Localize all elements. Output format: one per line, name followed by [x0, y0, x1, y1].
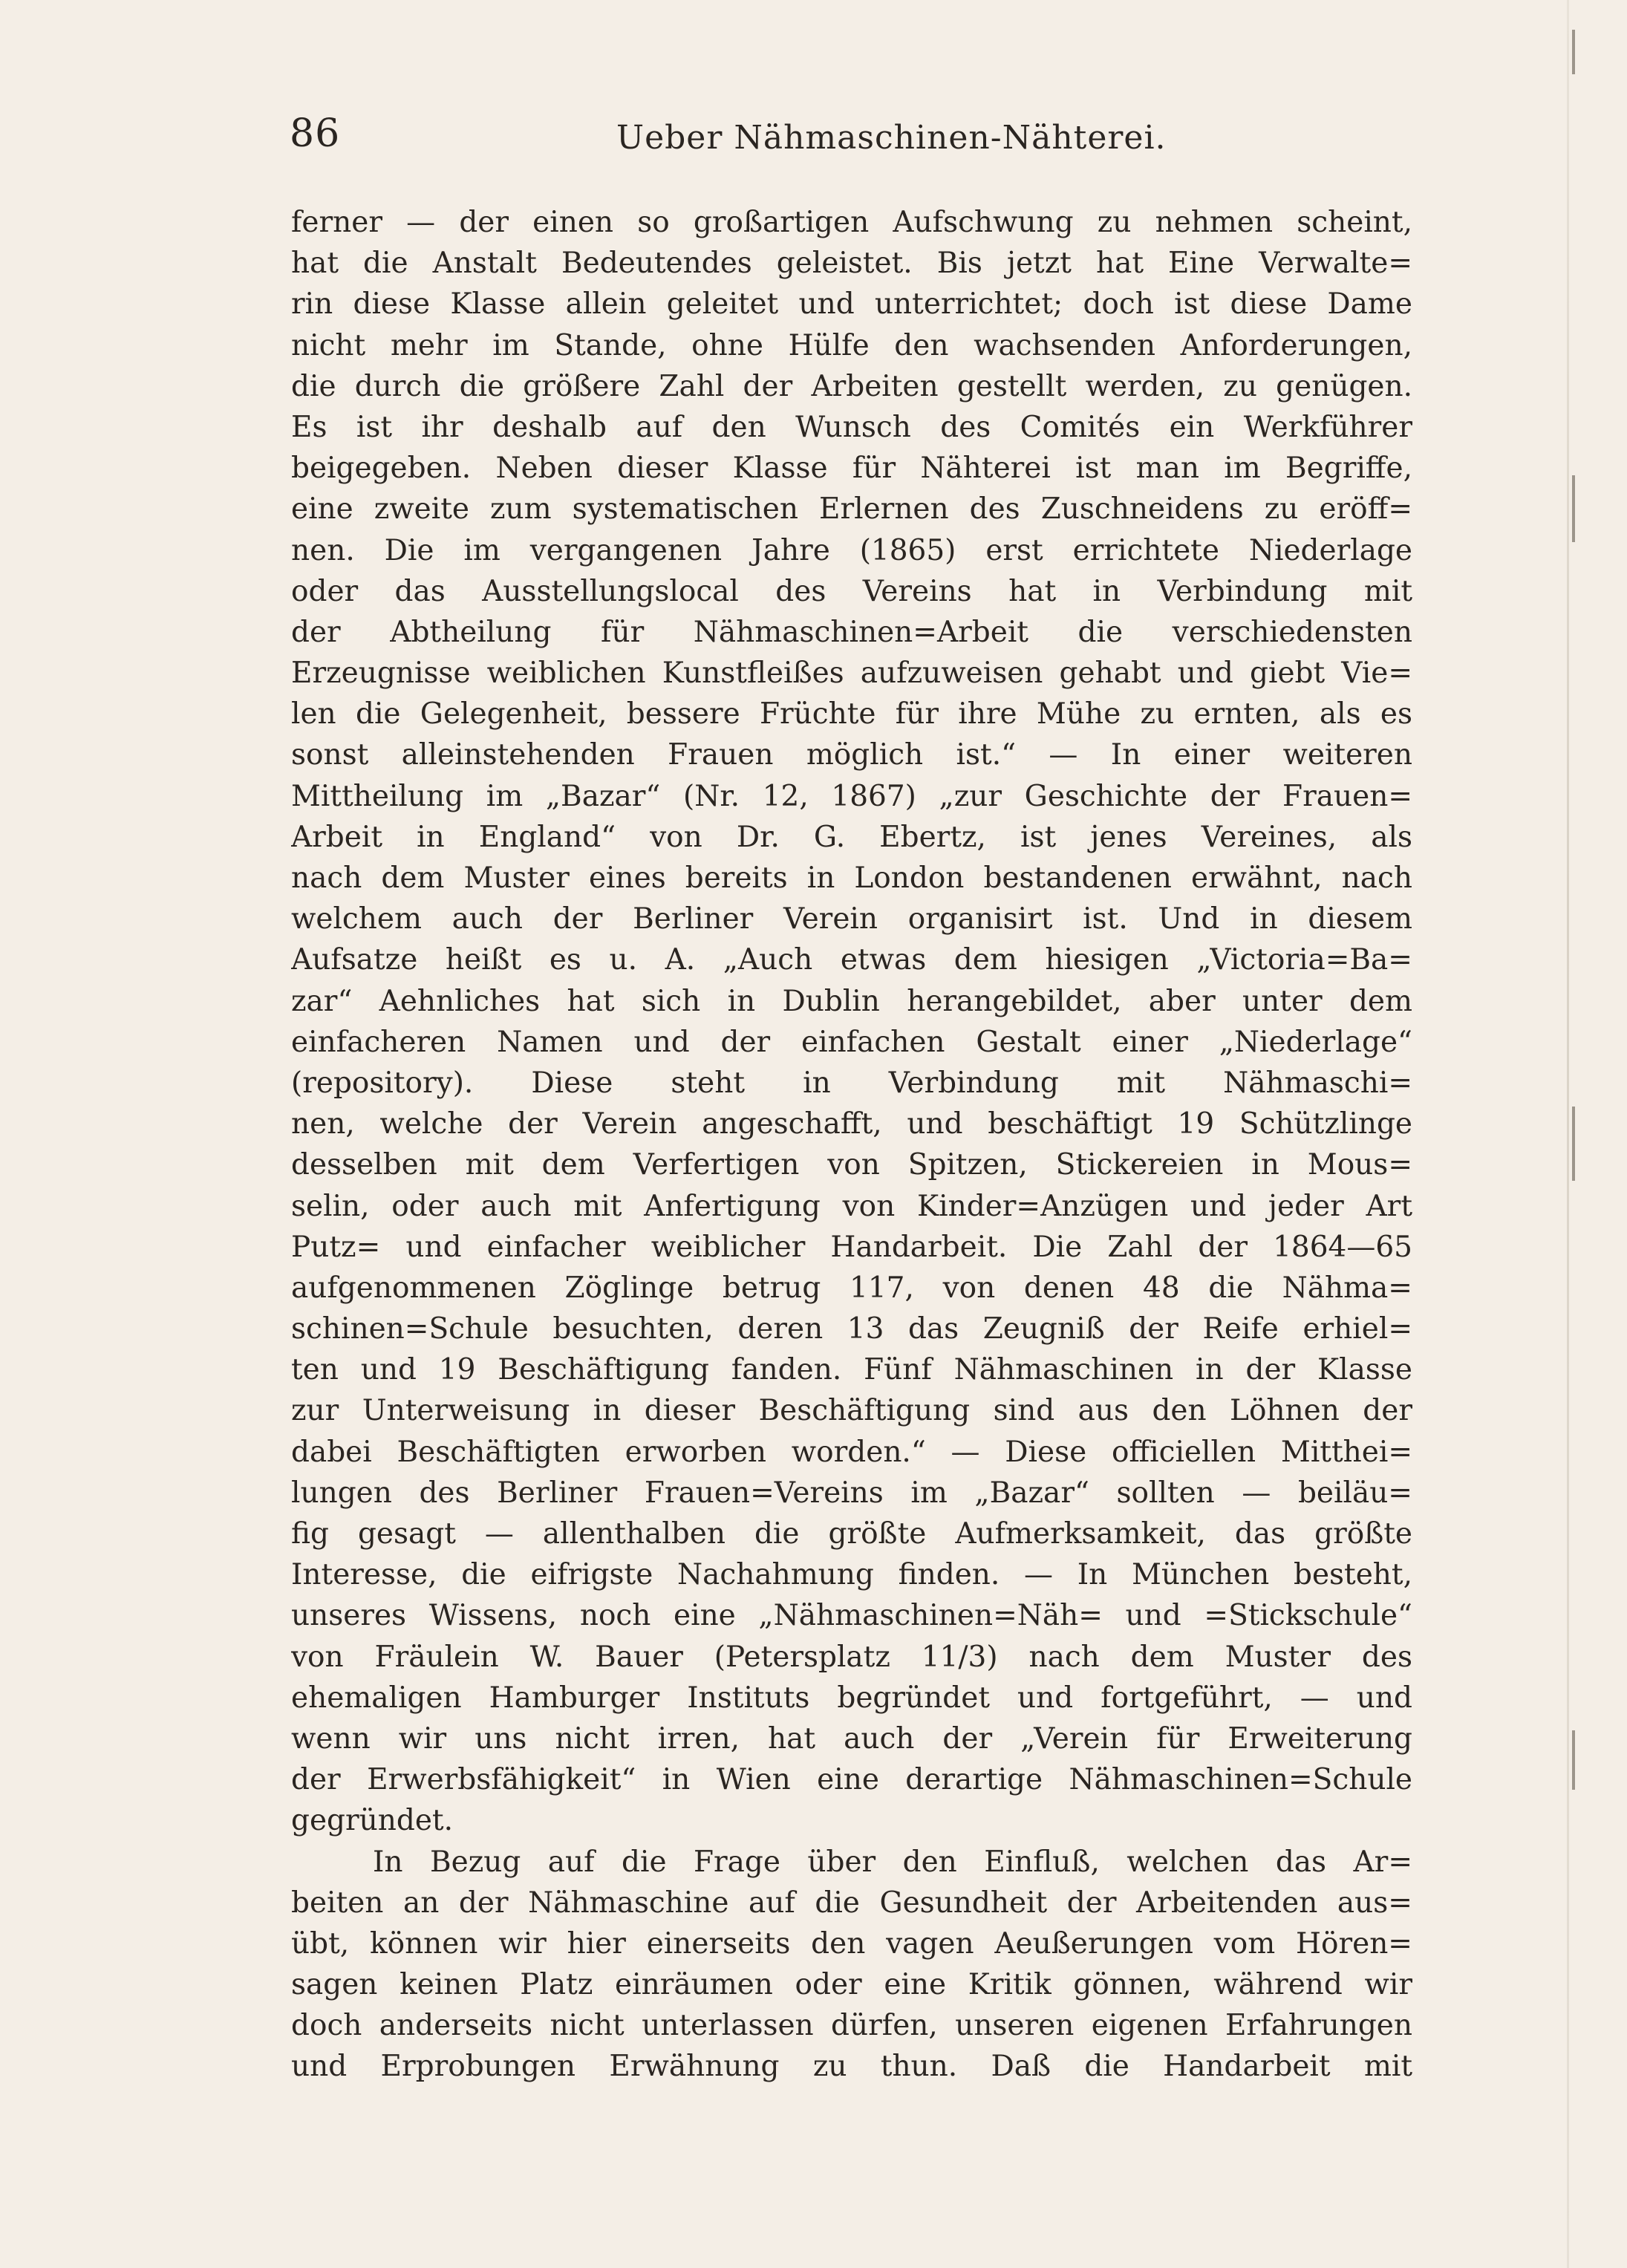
text-line: von Fräulein W. Bauer (Petersplatz 11/3) nach dem Muster des	[291, 1640, 1412, 1674]
text-line: der Erwerbsfähigkeit“ in Wien eine derartige Nähmaschinen=Schule	[291, 1763, 1412, 1797]
text-line: nach dem Muster eines bereits in London bestandenen erwähnt, nach	[291, 861, 1412, 895]
text-line: Es ist ihr deshalb auf den Wunsch des Comités ein Werkführer	[291, 410, 1412, 444]
text-line: len die Gelegenheit, bessere Früchte für ihre Mühe zu ernten, als es	[291, 697, 1412, 731]
text-line: Aufsatze heißt es u. A. „Auch etwas dem hiesigen „Victoria=Ba=	[291, 943, 1412, 977]
text-line: zar“ Aehnliches hat sich in Dublin herangebildet, aber unter dem	[291, 984, 1412, 1018]
text-line: welchem auch der Berliner Verein organisirt ist. Und in diesem	[291, 902, 1412, 936]
text-line: desselben mit dem Verfertigen von Spitzen, Stickereien in Mous=	[291, 1148, 1412, 1182]
text-line: beigegeben. Neben dieser Klasse für Nähterei ist man im Begriffe,	[291, 452, 1412, 486]
paragraph-start-line: In Bezug auf die Frage über den Einfluß, welchen das Ar=	[373, 1845, 1412, 1879]
text-line: beiten an der Nähmaschine auf die Gesundheit der Arbeitenden aus=	[291, 1886, 1412, 1920]
text-line: Interesse, die eifrigste Nachahmung finden. — In München besteht,	[291, 1558, 1412, 1592]
text-line: doch anderseits nicht unterlassen dürfen, unseren eigenen Erfahrungen	[291, 2009, 1412, 2043]
text-line: der Abtheilung für Nähmaschinen=Arbeit die verschiedensten	[291, 615, 1412, 649]
text-line: eine zweite zum systematischen Erlernen des Zuschneidens zu eröff=	[291, 492, 1412, 527]
text-line: aufgenommenen Zöglinge betrug 117, von denen 48 die Nähma=	[291, 1271, 1412, 1305]
page-header	[290, 111, 1418, 163]
page-number: 86	[290, 111, 341, 156]
page-edge-mark	[1572, 475, 1575, 542]
paragraph-end-line: gegründet.	[291, 1804, 454, 1838]
body-text	[291, 202, 1412, 2088]
text-line: Mittheilung im „Bazar“ (Nr. 12, 1867) „zur Geschichte der Frauen=	[291, 779, 1412, 813]
text-line: sagen keinen Platz einräumen oder eine Kritik gönnen, während wir	[291, 1968, 1412, 2002]
text-line: oder das Ausstellungslocal des Vereins hat in Verbindung mit	[291, 574, 1412, 608]
text-line: lungen des Berliner Frauen=Vereins im „Bazar“ sollten — beiläu=	[291, 1476, 1412, 1510]
text-line: einfacheren Namen und der einfachen Gestalt einer „Niederlage“	[291, 1025, 1412, 1059]
page-edge-mark	[1572, 30, 1575, 74]
text-line: fig gesagt — allenthalben die größte Aufmerksamkeit, das größte	[291, 1517, 1412, 1551]
text-line: nen. Die im vergangenen Jahre (1865) erst errichtete Niederlage	[291, 533, 1412, 567]
text-line: (repository). Diese steht in Verbindung mit Nähmaschi=	[291, 1066, 1412, 1100]
text-line: Putz= und einfacher weiblicher Handarbeit. Die Zahl der 1864—65	[291, 1230, 1412, 1264]
page-edge-mark	[1572, 1107, 1575, 1181]
text-line: selin, oder auch mit Anfertigung von Kinder=Anzügen und jeder Art	[291, 1189, 1412, 1223]
text-line: unseres Wissens, noch eine „Nähmaschinen=Näh= und =Stickschule“	[291, 1599, 1412, 1633]
text-line: dabei Beschäftigten erworben worden.“ — Diese officiellen Mitthei=	[291, 1435, 1412, 1469]
text-line: rin diese Klasse allein geleitet und unterrichtet; doch ist diese Dame	[291, 287, 1412, 322]
text-line: Arbeit in England“ von Dr. G. Ebertz, ist jenes Vereines, als	[291, 820, 1412, 854]
text-line: übt, können wir hier einerseits den vagen Aeußerungen vom Hören=	[291, 1926, 1412, 1961]
text-line: wenn wir uns nicht irren, hat auch der „Verein für Erweiterung	[291, 1721, 1412, 1756]
text-line: ferner — der einen so großartigen Aufschwung zu nehmen scheint,	[291, 206, 1412, 239]
text-line: ten und 19 Beschäftigung fanden. Fünf Nähmaschinen in der Klasse	[291, 1353, 1412, 1387]
text-line: ehemaligen Hamburger Instituts begründet und fortgeführt, — und	[291, 1681, 1412, 1715]
running-title: Ueber Nähmaschinen-Nähterei.	[616, 119, 1167, 157]
text-line: sonst alleinstehenden Frauen möglich ist.“ — In einer weiteren	[291, 738, 1412, 772]
text-line: zur Unterweisung in dieser Beschäftigung sind aus den Löhnen der	[291, 1394, 1412, 1428]
text-line: schinen=Schule besuchten, deren 13 das Zeugniß der Reife erhiel=	[291, 1312, 1412, 1346]
text-line: Erzeugnisse weiblichen Kunstfleißes aufzuweisen gehabt und giebt Vie=	[291, 656, 1412, 691]
page-edge-mark	[1572, 1730, 1575, 1790]
text-line: hat die Anstalt Bedeutendes geleistet. Bis jetzt hat Eine Verwalte=	[291, 247, 1412, 281]
page-edge-line	[1567, 0, 1569, 2268]
text-line: nicht mehr im Stande, ohne Hülfe den wachsenden Anforderungen,	[291, 328, 1412, 362]
text-line: die durch die größere Zahl der Arbeiten gestellt werden, zu genügen.	[291, 369, 1412, 403]
text-line: und Erprobungen Erwähnung zu thun. Daß die Handarbeit mit	[291, 2050, 1412, 2084]
text-line: nen, welche der Verein angeschafft, und beschäftigt 19 Schützlinge	[291, 1107, 1412, 1141]
